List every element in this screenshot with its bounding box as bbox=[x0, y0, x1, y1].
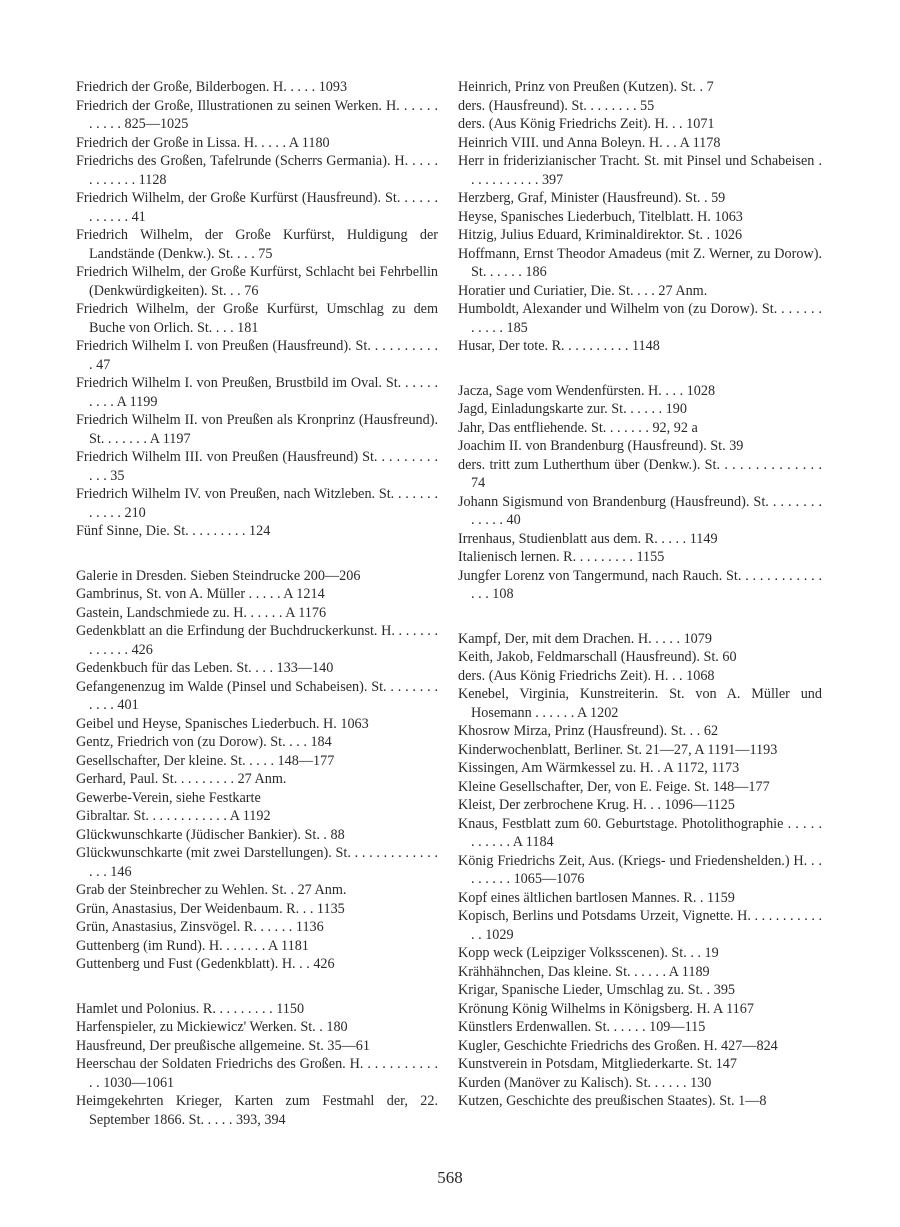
index-entry: Friedrich Wilhelm, der Große Kurfürst, Schlacht bei Fehrbellin (Denkwürdigkeiten). St. . . 76 bbox=[76, 264, 438, 299]
index-entry: Khosrow Mirza, Prinz (Hausfreund). St. . . 62 bbox=[458, 723, 719, 739]
index-entry: Friedrich Wilhelm I. von Preußen (Hausfreund). St. . . . . . . . . . . 47 bbox=[76, 338, 438, 373]
index-entry: ders. (Aus König Friedrichs Zeit). H. . . 1071 bbox=[458, 116, 715, 132]
index-entry: Friedrich der Große in Lissa. H. . . . . A 1180 bbox=[76, 134, 330, 151]
index-entry: Jungfer Lorenz von Tangermund, nach Rauch. St. . . . . . . . . . . . . . . 108 bbox=[458, 567, 822, 602]
index-entry: Kissingen, Am Wärmkessel zu. H. . A 1172, 1173 bbox=[458, 760, 740, 776]
index-entry: Kunstverein in Potsdam, Mitgliederkarte. St. 147 bbox=[458, 1056, 737, 1072]
index-entry: Friedrich Wilhelm, der Große Kurfürst (Hausfreund). St. . . . . . . . . . . . 41 bbox=[76, 190, 438, 225]
index-entry: Jagd, Einladungskarte zur. St. . . . . . 190 bbox=[458, 401, 687, 417]
index-entry: Hamlet und Polonius. R. . . . . . . . . 1150 bbox=[76, 1000, 305, 1017]
index-entry: Geibel und Heyse, Spanisches Liederbuch. H. 1063 bbox=[76, 715, 369, 732]
index-entry: Gerhard, Paul. St. . . . . . . . . 27 Anm. bbox=[76, 771, 287, 787]
index-entry: Heinrich VIII. und Anna Boleyn. H. . . A 1178 bbox=[458, 134, 721, 151]
index-entry: Friedrich Wilhelm I. von Preußen, Brustbild im Oval. St. . . . . . . . . . A 1199 bbox=[76, 375, 438, 410]
index-entry: Friedrich der Große, Bilderbogen. H. . . . . 1093 bbox=[76, 79, 348, 95]
index-entry: ders. (Aus König Friedrichs Zeit). H. . . 1068 bbox=[458, 667, 715, 684]
index-entry: Humboldt, Alexander und Wilhelm von (zu Dorow). St. . . . . . . . . . . . 185 bbox=[458, 301, 822, 336]
index-entry: Grab der Steinbrecher zu Wehlen. St. . 27 Anm. bbox=[76, 882, 347, 898]
index-entry: Kopisch, Berlins und Potsdams Urzeit, Vignette. H. . . . . . . . . . . . . 1029 bbox=[458, 908, 822, 943]
index-entry: Irrenhaus, Studienblatt aus dem. R. . . . . 1149 bbox=[458, 530, 718, 547]
index-entry: Kopf eines ältlichen bartlosen Mannes. R. . 1159 bbox=[458, 889, 735, 906]
index-entry: Kinderwochenblatt, Berliner. St. 21—27, A 1191—1193 bbox=[458, 741, 778, 758]
index-entry: Kutzen, Geschichte des preußischen Staates). St. 1—8 bbox=[458, 1093, 767, 1109]
index-entry: Gastein, Landschmiede zu. H. . . . . . A 1176 bbox=[76, 604, 327, 621]
index-entry: Kurden (Manöver zu Kalisch). St. . . . . . 130 bbox=[458, 1074, 712, 1091]
index-entry: Friedrich Wilhelm, der Große Kurfürst, Umschlag zu dem Buche von Orlich. St. . . . 181 bbox=[76, 301, 438, 336]
index-entry: Glückwunschkarte (Jüdischer Bankier). St. . 88 bbox=[76, 826, 345, 843]
index-entry: Jahr, Das entfliehende. St. . . . . . . 92, 92 a bbox=[458, 419, 698, 436]
index-entry: Heinrich, Prinz von Preußen (Kutzen). St. . 7 bbox=[458, 79, 714, 95]
index-entry: Gentz, Friedrich von (zu Dorow). St. . . . 184 bbox=[76, 734, 332, 750]
index-entry: ders. tritt zum Lutherthum über (Denkw.). St. . . . . . . . . . . . . . 74 bbox=[458, 456, 822, 491]
index-entry: Heerschau der Soldaten Friedrichs des Großen. H. . . . . . . . . . . . . 1030—1061 bbox=[76, 1056, 438, 1091]
index-entry: Friedrich Wilhelm IV. von Preußen, nach Witzleben. St. . . . . . . . . . . . 210 bbox=[76, 486, 438, 521]
index-entry: Guttenberg (im Rund). H. . . . . . . A 1181 bbox=[76, 937, 309, 954]
index-entry: Grün, Anastasius, Der Weidenbaum. R. . . 1135 bbox=[76, 900, 345, 917]
index-entry: Kleist, Der zerbrochene Krug. H. . . 1096—1125 bbox=[458, 797, 735, 813]
index-entry: Hitzig, Julius Eduard, Kriminaldirektor. St. . 1026 bbox=[458, 227, 743, 243]
page-number: 568 bbox=[437, 1168, 463, 1187]
index-entry: Glückwunschkarte (mit zwei Darstellungen). St. . . . . . . . . . . . . . . . 146 bbox=[76, 845, 438, 880]
section-gap bbox=[76, 974, 438, 1000]
index-entry: König Friedrichs Zeit, Aus. (Kriegs- und Friedenshelden.) H. . . . . . . . . 1065—1076 bbox=[458, 852, 822, 887]
index-entry: Galerie in Dresden. Sieben Steindrucke 200—206 bbox=[76, 567, 361, 584]
index-entry: Italienisch lernen. R. . . . . . . . . 1155 bbox=[458, 549, 665, 565]
index-entry: Herzberg, Graf, Minister (Hausfreund). St. . 59 bbox=[458, 190, 726, 206]
index-entry: Gambrinus, St. von A. Müller . . . . . A 1214 bbox=[76, 586, 325, 602]
index-entry: Friedrich Wilhelm, der Große Kurfürst, Huldigung der Landstände (Denkw.). St. . . . 75 bbox=[76, 227, 438, 262]
index-entry: Heimgekehrten Krieger, Karten zum Festmahl der, 22. September 1866. St. . . . . 393, 394 bbox=[76, 1093, 438, 1128]
index-column-right bbox=[458, 78, 822, 1111]
index-entry: Fünf Sinne, Die. St. . . . . . . . . 124 bbox=[76, 523, 271, 539]
index-entry: Gedenkblatt an die Erfindung der Buchdruckerkunst. H. . . . . . . . . . . . . 426 bbox=[76, 623, 438, 658]
index-entry: Gedenkbuch für das Leben. St. . . . 133—140 bbox=[76, 660, 334, 676]
index-entry: Friedrich Wilhelm II. von Preußen als Kronprinz (Hausfreund). St. . . . . . . A 1197 bbox=[76, 412, 438, 447]
index-entry: Grün, Anastasius, Zinsvögel. R. . . . . . 1136 bbox=[76, 919, 324, 935]
index-entry: Krigar, Spanische Lieder, Umschlag zu. St. . 395 bbox=[458, 982, 736, 998]
index-entry: Husar, Der tote. R. . . . . . . . . . 1148 bbox=[458, 338, 660, 354]
index-entry: Harfenspieler, zu Mickiewicz' Werken. St. . 180 bbox=[76, 1019, 348, 1035]
index-entry: Krönung König Wilhelms in Königsberg. H. A 1167 bbox=[458, 1000, 754, 1017]
index-entry: Kleine Gesellschafter, Der, von E. Feige. St. 148—177 bbox=[458, 778, 770, 795]
index-entry: Gesellschafter, Der kleine. St. . . . . 148—177 bbox=[76, 752, 335, 769]
section-gap bbox=[458, 356, 822, 382]
index-entry: Jacza, Sage vom Wendenfürsten. H. . . . 1028 bbox=[458, 382, 716, 399]
index-entry: Heyse, Spanisches Liederbuch, Titelblatt. H. 1063 bbox=[458, 208, 743, 225]
index-column-left bbox=[76, 78, 438, 1129]
index-entry: Kopp weck (Leipziger Volksscenen). St. . . 19 bbox=[458, 945, 719, 961]
section-gap bbox=[76, 541, 438, 567]
section-gap bbox=[458, 604, 822, 630]
index-entry: Kugler, Geschichte Friedrichs des Großen. H. 427—824 bbox=[458, 1037, 778, 1054]
index-entry: Gefangenenzug im Walde (Pinsel und Schabeisen). St. . . . . . . . . . . . 401 bbox=[76, 678, 438, 713]
index-entry: Herr in friderizianischer Tracht. St. mit Pinsel und Schabeisen . . . . . . . . . . . 397 bbox=[458, 153, 822, 188]
index-entry: Hoffmann, Ernst Theodor Amadeus (mit Z. Werner, zu Dorow). St. . . . . . 186 bbox=[458, 245, 822, 280]
index-entry: Friedrich der Große, Illustrationen zu seinen Werken. H. . . . . . . . . . . 825—1025 bbox=[76, 97, 438, 132]
index-entry: Kampf, Der, mit dem Drachen. H. . . . . 1079 bbox=[458, 630, 712, 647]
index-entry: Johann Sigismund von Brandenburg (Hausfreund). St. . . . . . . . . . . . . 40 bbox=[458, 493, 822, 528]
index-entry: Keith, Jakob, Feldmarschall (Hausfreund). St. 60 bbox=[458, 649, 737, 665]
index-entry: Horatier und Curiatier, Die. St. . . . 27 Anm. bbox=[458, 282, 708, 299]
index-entry: Guttenberg und Fust (Gedenkblatt). H. . . 426 bbox=[76, 956, 335, 972]
index-entry: Gibraltar. St. . . . . . . . . . . . A 1192 bbox=[76, 808, 271, 824]
index-entry: Gewerbe-Verein, siehe Festkarte bbox=[76, 789, 261, 806]
index-entry: Hausfreund, Der preußische allgemeine. St. 35—61 bbox=[76, 1037, 370, 1054]
index-entry: Friedrichs des Großen, Tafelrunde (Scherrs Germania). H. . . . . . . . . . . . 1128 bbox=[76, 153, 438, 188]
index-entry: ders. (Hausfreund). St. . . . . . . . 55 bbox=[458, 97, 655, 114]
index-entry: Künstlers Erdenwallen. St. . . . . . 109—115 bbox=[458, 1019, 706, 1035]
index-entry: Friedrich Wilhelm III. von Preußen (Hausfreund) St. . . . . . . . . . . . 35 bbox=[76, 449, 438, 484]
index-entry: Krähhähnchen, Das kleine. St. . . . . . A 1189 bbox=[458, 963, 710, 980]
index-entry: Joachim II. von Brandenburg (Hausfreund). St. 39 bbox=[458, 438, 744, 454]
index-entry: Knaus, Festblatt zum 60. Geburtstage. Photolithographie . . . . . . . . . . . A 1184 bbox=[458, 815, 822, 850]
index-entry: Kenebel, Virginia, Kunstreiterin. St. von A. Müller und Hosemann . . . . . . A 1202 bbox=[458, 686, 822, 721]
